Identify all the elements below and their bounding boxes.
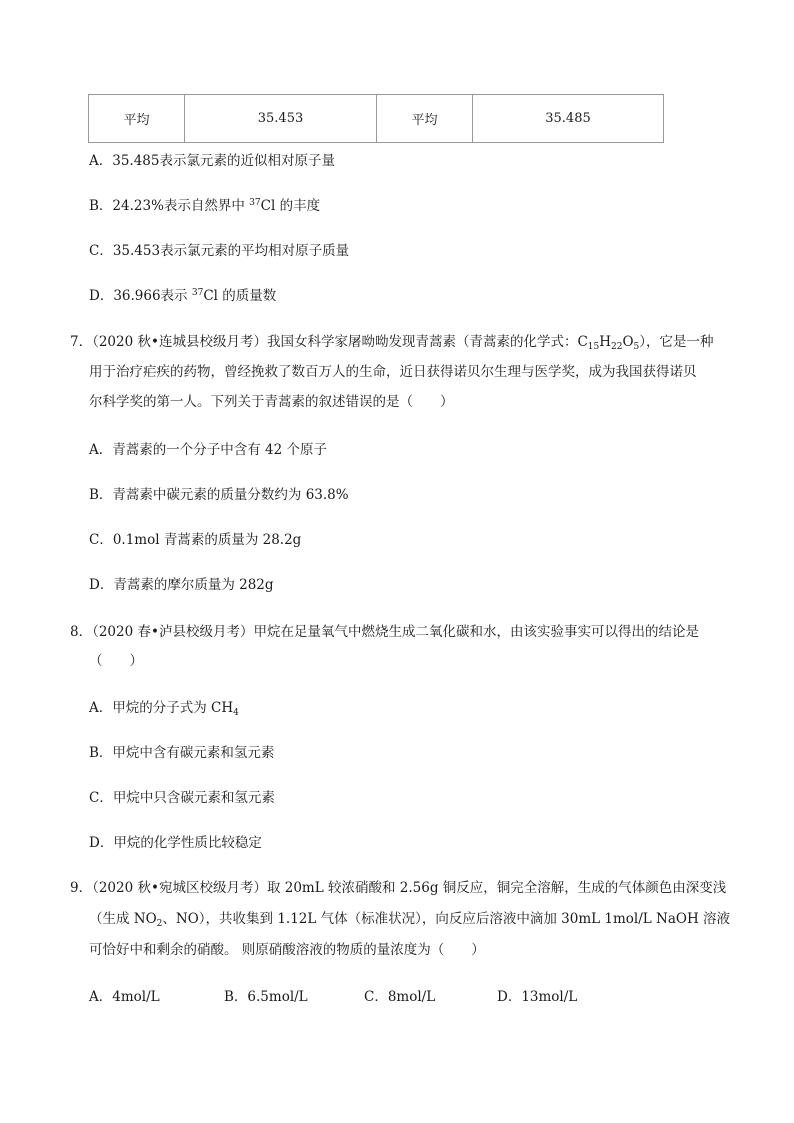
- q9-options-row: [89, 987, 689, 1007]
- subscript: 2: [156, 919, 163, 929]
- isotope-mass-number: 37: [249, 198, 261, 208]
- q6-option-b-text-end: Cl 的丰度: [260, 198, 321, 214]
- q9-option-d: D．13mol/L: [497, 989, 578, 1005]
- q9-option-a: A．4mol/L: [89, 989, 160, 1005]
- table-cell: 平均: [89, 95, 185, 143]
- q7-option-d: D．青蒿素的摩尔质量为 282g: [89, 577, 274, 593]
- q7-stem-line-1: [70, 332, 714, 352]
- q7-option-c: C．0.1mol 青蒿素的质量为 28.2g: [89, 532, 302, 548]
- q6-option-d-text-end: Cl 的质量数: [203, 288, 277, 304]
- q9-stem-text: （生成 NO: [89, 911, 157, 927]
- q8-stem-line-2: （ ）: [89, 653, 143, 669]
- q9-option-c: C．8mol/L: [364, 989, 436, 1005]
- q7-stem-line-2: 用于治疗疟疾的药物，曾经挽救了数百万人的生命，近日获得诺贝尔生理与医学奖，成为我国获得诺贝: [89, 364, 697, 380]
- q8-option-c: C．甲烷中只含碳元素和氢元素: [89, 790, 275, 806]
- q6-option-b: [89, 196, 320, 216]
- q8-stem-line-1: 8．（2020 春•泸县校级月考）甲烷在足量氧气中燃烧生成二氧化碳和水，由该实验事实可以得出的结论是: [70, 624, 699, 640]
- isotope-mass-number: 37: [191, 288, 204, 298]
- table-row: [89, 95, 664, 143]
- q6-option-d: [89, 286, 276, 306]
- q8-option-d: D．甲烷的化学性质比较稳定: [89, 835, 262, 851]
- q7-stem-line-3: 尔科学奖的第一人。下列关于青蒿素的叙述错误的是（ ）: [89, 394, 454, 410]
- q6-option-a: A．35.485表示氯元素的近似相对原子量: [89, 153, 335, 169]
- subscript: 4: [233, 708, 239, 718]
- q8-option-a-text: A．甲烷的分子式为 CH: [89, 700, 234, 716]
- q9-option-b: B．6.5mol/L: [224, 989, 308, 1005]
- q7-stem-text: 7．（2020 秋•连城县校级月考）我国女科学家屠呦呦发现青蒿素（青蒿素的化学式：C: [70, 334, 588, 350]
- table-cell: 35.485: [473, 95, 664, 143]
- formula-element: O: [622, 334, 634, 350]
- q6-option-c: C．35.453表示氯元素的平均相对原子质量: [89, 243, 350, 259]
- q9-stem-line-1: 9．（2020 秋•宛城区校级月考）取 20mL 较浓硝酸和 2.56g 铜反应，铜完全溶解，生成的气体颜色由深变浅: [70, 880, 727, 896]
- q8-option-a: [89, 698, 239, 718]
- subscript: 15: [587, 342, 600, 352]
- table-cell: 35.453: [185, 95, 377, 143]
- isotope-average-table: [88, 94, 664, 143]
- subscript: 5: [633, 342, 640, 352]
- subscript: 22: [611, 342, 623, 352]
- q7-option-b: B．青蒿素中碳元素的质量分数约为 63.8%: [89, 487, 349, 503]
- formula-element: H: [599, 334, 612, 350]
- q7-option-a: A．青蒿素的一个分子中含有 42 个原子: [89, 442, 328, 458]
- q6-option-b-text: B．24.23%表示自然界中: [89, 198, 250, 214]
- q9-stem-line-3: 可恰好中和剩余的硝酸。 则原硝酸溶液的物质的量浓度为（ ）: [89, 942, 485, 958]
- q7-stem-text-end: ），它是一种: [639, 334, 714, 350]
- q9-stem-text-end: 、NO），共收集到 1.12L 气体（标准状况），向反应后溶液中滴加 30mL 1mol/L NaOH 溶液: [162, 911, 731, 927]
- q8-option-b: B．甲烷中含有碳元素和氢元素: [89, 745, 275, 761]
- q9-stem-line-2: [89, 909, 730, 929]
- q6-option-d-text: D．36.966表示: [89, 288, 192, 304]
- table-cell: 平均: [377, 95, 473, 143]
